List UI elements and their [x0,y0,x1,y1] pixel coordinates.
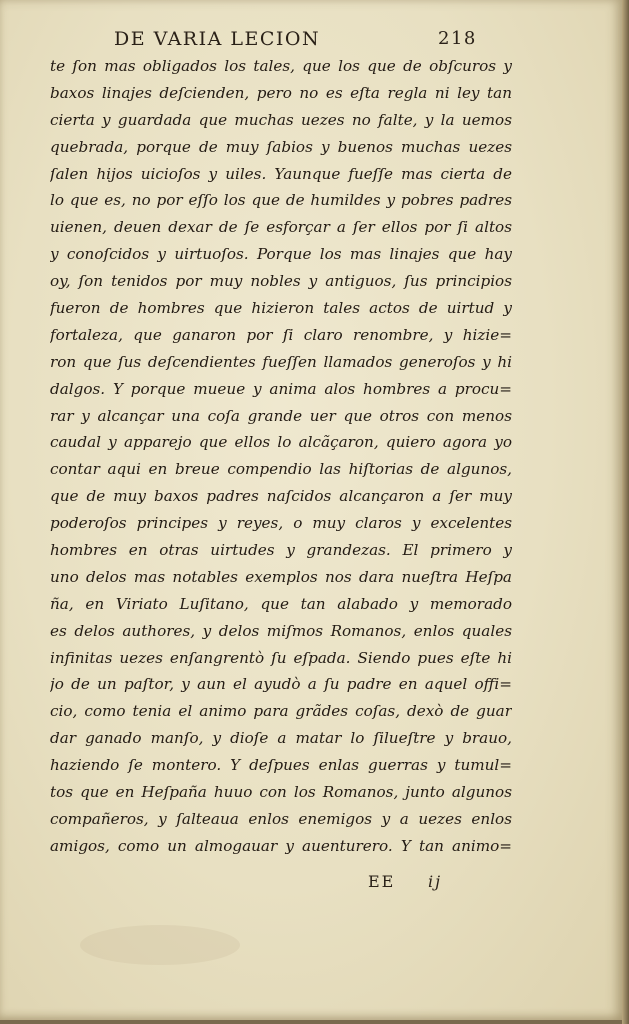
signature-letters: EE [368,872,396,891]
text-line: es delos authores, y delos miſmos Romanos, enlos quales [50,621,512,640]
page-edge-shadow [622,0,629,1024]
text-line: dar ganado manſo, y dioſe a matar lo ſilueſtre y brauo, [50,729,512,748]
text-line: te ſon mas obligados los tales, que los que de obſcuros y [50,57,512,75]
text-line: haziendo ſe montero. Y deſpues enlas guerras y tumul= [50,756,512,775]
text-line: compañeros, y ſalteaua enlos enemigos y a uezes enlos [50,809,512,828]
text-line: caudal y apparejo que ellos lo alcãçaron, quiero agora yo [50,433,512,452]
text-line: poderoſos principes y reyes, o muy claros y excelentes [50,514,512,533]
leaf-number: ij [428,872,443,891]
text-line: uno delos mas notables exemplos nos dara nueſtra Heſpa [50,567,512,586]
text-line: fortaleza, que ganaron por ſi claro renombre, y hizie= [50,325,512,344]
body-text [50,53,512,860]
text-line: ron que ſus deſcendientes fueſſen llamados generoſos y hi [50,352,512,371]
text-line: jo de un paſtor, y aun el ayudò a ſu padre en aquel offi= [50,675,512,694]
text-line: y conoſcidos y uirtuoſos. Porque los mas linajes que hay [50,245,512,264]
text-line: contar aqui en breue compendio las hiſtorias de algunos, [50,460,512,479]
text-line: cio, como tenia el animo para grãdes coſas, dexò de guar [50,702,512,721]
text-line: que de muy baxos padres naſcidos alcançaron a ſer muy [50,487,512,506]
text-line: dalgos. Y porque mueue y anima alos hombres a procu= [50,379,512,398]
text-line: rar y alcançar una coſa grande uer que otros con menos [50,406,512,425]
paper-stain [80,925,240,965]
text-line: ña, en Viriato Luſitano, que tan alabado y memorado [50,594,512,613]
text-line: oy, ſon tenidos por muy nobles y antiguos, ſus principios [50,272,512,291]
text-line: baxos linajes deſcienden, pero no es eſta regla ni ley tan [50,83,512,102]
text-line: cierta y guardada que muchas uezes no falte, y la uemos [50,110,512,129]
text-line: ſalen hijos uicioſos y uiles. Yaunque fueſſe mas cierta de [50,164,512,183]
text-line: lo que es, no por eſſo los que de humildes y pobres padres [50,191,512,210]
text-line: tos que en Heſpaña huuo con los Romanos, junto algunos [50,783,512,802]
running-header [114,28,494,56]
text-line: quebrada, porque de muy ſabios y buenos muchas uezes [50,137,512,156]
text-line: amigos, como un almogauar y auenturero. Y tan animo= [50,836,512,855]
page-number: 218 [438,28,477,49]
text-line: hombres en otras uirtudes y grandezas. El primero y [50,541,512,560]
running-title: DE VARIA LECION [114,28,321,50]
text-line: uienen, deuen dexar de ſe esforçar a ſer ellos por ſi altos [50,218,512,237]
text-line: fueron de hombres que hizieron tales actos de uirtud y [50,299,512,318]
text-line: infinitas uezes enſangrentò ſu eſpada. Siendo pues eſte hi [50,648,512,667]
